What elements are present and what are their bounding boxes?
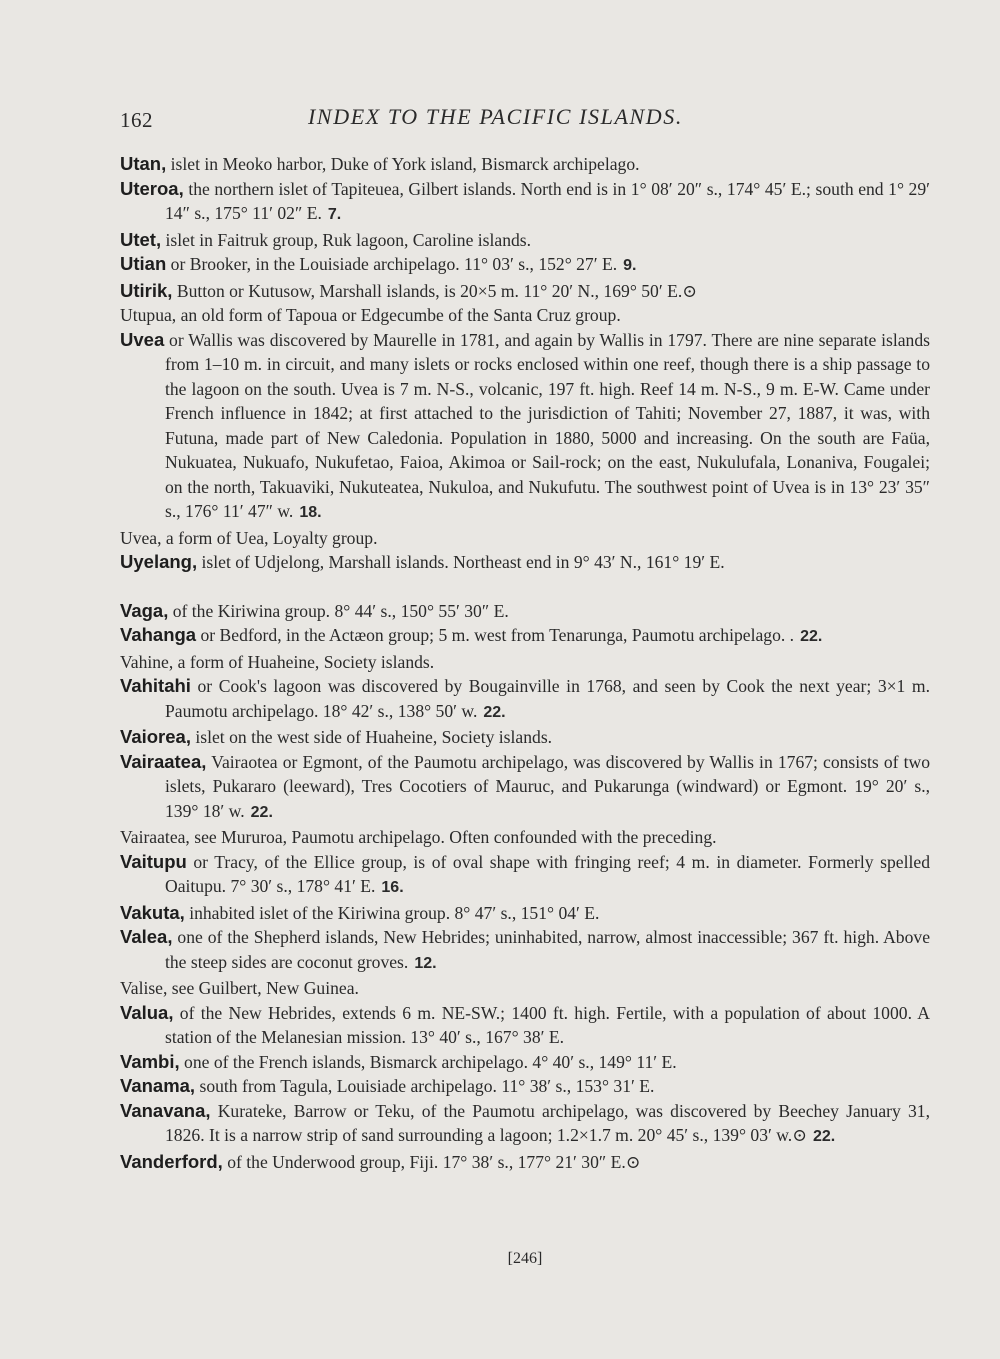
- entry-headword: Vahitahi: [120, 675, 191, 696]
- entry-text: islet on the west side of Huaheine, Society islands.: [190, 727, 553, 747]
- entry-headword: Vambi,: [120, 1050, 180, 1072]
- entry-headword: Utian: [120, 253, 167, 274]
- entry-headword: Valua,: [120, 1001, 174, 1023]
- index-entry: [120, 1099, 930, 1150]
- entry-text: south from Tagula, Louisiade archipelago. 11° 38′ s., 153° 31′ E.: [195, 1076, 655, 1096]
- entry-headword: Utupua,: [120, 305, 177, 325]
- entry-headword: Uyelang,: [120, 551, 198, 572]
- entry-text: or Wallis was discovered by Maurelle in 1781, and again by Wallis in 1797. There are nine separate islands from 1–10 m. in circuit, and many islets or rocks enclosed within one reef, though there is a ship passage to the lagoon on the south. Uvea is 7 m. N-S., volcanic, 197 ft. high. Reef 14 m. N-S., 9 m. E-W. Came under French influence in 1842; at first attached to the jurisdiction of Tahiti; November 27, 1887, it was, with Futuna, made part of New Caledonia. Population in 1880, 5000 and increasing. On the south are Faüa, Nukuatea, Nukuafo, Nukufetao, Faioa, Akimoa or Sail-rock; on the east, Nukulufala, Lonaniva, Fougalei; on the north, Takuaviki, Nukuteatea, Nukuloa, and Nukufutu. The southwest point of Uvea is in 13° 23′ 35″ s., 176° 11′ 47″ w.: [164, 329, 930, 521]
- entry-map-number: 7.: [327, 206, 342, 223]
- index-entry: [120, 925, 930, 976]
- entry-text: Kurateke, Barrow or Teku, of the Paumotu archipelago, was discovered by Beechey January 31, 1826. It is a narrow strip of sand surrounding a lagoon; 1.2×1.7 m. 20° 45′ s., 139° 03′ w.⊙: [165, 1100, 930, 1145]
- index-entry: [120, 623, 930, 650]
- index-entry: [120, 725, 930, 750]
- entry-map-number: 22.: [812, 1128, 836, 1145]
- entry-headword: Vaga,: [120, 599, 169, 621]
- entry-headword: Vaitupu: [120, 850, 187, 872]
- index-entry: [120, 279, 930, 304]
- entry-headword: Uvea: [120, 328, 165, 350]
- index-entry: [120, 976, 930, 1001]
- entry-text: of the New Hebrides, extends 6 m. NE-SW.; 1400 ft. high. Fertile, with a population of about 1000. A station of the Melanesian mission. 13° 40′ s., 167° 38′ E.: [165, 1002, 930, 1047]
- index-entry: [120, 328, 930, 526]
- index-entry: [120, 1150, 930, 1175]
- entry-map-number: 12.: [414, 954, 437, 972]
- index-entry: [120, 674, 930, 725]
- entry-map-number: 22.: [800, 628, 823, 645]
- index-entry: [120, 152, 930, 177]
- entry-map-number: 18.: [299, 504, 322, 521]
- entry-headword: Vairaatea,: [120, 750, 207, 772]
- entry-text: or Tracy, of the Ellice group, is of oval shape with fringing reef; 4 m. in diameter. Formerly spelled Oaitupu. 7° 30′ s., 178° 41′ E.: [165, 851, 930, 896]
- index-entry: [120, 1050, 930, 1075]
- index-entry: [120, 850, 930, 901]
- entry-headword: Vahanga: [120, 624, 197, 645]
- index-entry: [120, 228, 930, 253]
- entry-text: inhabited islet of the Kiriwina group. 8° 47′ s., 151° 04′ E.: [184, 902, 600, 923]
- entry-text: islet in Faitruk group, Ruk lagoon, Caroline islands.: [161, 229, 532, 250]
- footer-page-ref: [246]: [507, 1250, 543, 1267]
- index-entry: [120, 526, 930, 551]
- entry-text: or Cook's lagoon was discovered by Bougainville in 1768, and seen by Cook the next year; 3×1 m. Paumotu archipelago. 18° 42′ s., 138° 50′ w.: [165, 676, 930, 721]
- entry-headword: Vairaatea,: [120, 827, 190, 847]
- entry-text: see Guilbert, New Guinea.: [167, 978, 359, 998]
- entry-headword: Valea,: [120, 926, 173, 947]
- entry-text: or Bedford, in the Actæon group; 5 m. west from Tenarunga, Paumotu archipelago. .: [196, 625, 795, 645]
- entry-headword: Utan,: [120, 153, 167, 174]
- entry-text: a form of Uea, Loyalty group.: [161, 527, 378, 548]
- running-title: INDEX TO THE PACIFIC ISLANDS.: [308, 104, 683, 129]
- index-entry: [120, 252, 930, 279]
- entry-text: the northern islet of Tapiteuea, Gilbert islands. North end is in 1° 08′ 20″ s., 174° 45′ E.; south end 1° 29′ 14″ s., 175° 11′ 02″ E.: [165, 178, 930, 223]
- index-entry: [120, 825, 930, 850]
- entry-text: or Brooker, in the Louisiade archipelago. 11° 03′ s., 152° 27′ E.: [166, 254, 618, 274]
- entry-headword: Vanavana,: [120, 1099, 211, 1121]
- entry-text: of the Kiriwina group. 8° 44′ s., 150° 55′ 30″ E.: [168, 600, 509, 621]
- entry-map-number: 22.: [250, 803, 273, 821]
- entry-map-number: 22.: [483, 703, 506, 721]
- index-entry: [120, 750, 930, 826]
- entry-headword: Vakuta,: [120, 901, 185, 923]
- entry-text: Button or Kutusow, Marshall islands, is 20×5 m. 11° 20′ N., 169° 50′ E.⊙: [172, 280, 697, 301]
- entry-headword: Uteroa,: [120, 177, 184, 199]
- index-entry: [120, 303, 930, 328]
- page-number: 162: [120, 108, 153, 132]
- index-entry: [120, 550, 930, 575]
- index-entries: [120, 152, 930, 1174]
- entry-text: see Mururoa, Paumotu archipelago. Often confounded with the preceding.: [189, 827, 717, 847]
- index-entry: [120, 177, 930, 228]
- entry-map-number: 9.: [623, 257, 637, 274]
- entry-headword: Valise,: [120, 978, 168, 998]
- entry-map-number: 16.: [381, 879, 404, 896]
- entry-text: of the Underwood group, Fiji. 17° 38′ s., 177° 21′ 30″ E.⊙: [222, 1151, 641, 1172]
- index-entry: [120, 1001, 930, 1050]
- entry-text: an old form of Tapoua or Edgecumbe of the Santa Cruz group.: [176, 305, 621, 325]
- entry-headword: Vaiorea,: [120, 726, 191, 747]
- index-entry: [120, 650, 930, 675]
- page-footer: [0, 1250, 1000, 1268]
- entry-text: islet in Meoko harbor, Duke of York island, Bismarck archipelago.: [166, 154, 640, 174]
- entry-headword: Uvea,: [120, 527, 162, 548]
- entry-text: islet of Udjelong, Marshall islands. Northeast end in 9° 43′ N., 161° 19′ E.: [197, 552, 725, 572]
- index-entry: [120, 1074, 930, 1099]
- entry-headword: Vanama,: [120, 1075, 196, 1096]
- index-entry: [120, 599, 930, 624]
- entry-headword: Vanderford,: [120, 1150, 223, 1172]
- page-header: [120, 104, 930, 152]
- entry-headword: Utet,: [120, 228, 162, 250]
- entry-text: one of the Shepherd islands, New Hebrides; uninhabited, narrow, almost inaccessible; 367 ft. high. Above the steep sides are coconut groves.: [165, 927, 930, 972]
- entry-headword: Vahine,: [120, 651, 174, 672]
- index-entry: [120, 901, 930, 926]
- entry-text: a form of Huaheine, Society islands.: [173, 651, 435, 672]
- entry-headword: Utirik,: [120, 279, 173, 301]
- entry-text: Vairaotea or Egmont, of the Paumotu archipelago, was discovered by Wallis in 1767; consists of two islets, Pukararo (leeward), Tres Cocotiers of Mauruc, and Pukarunga (windward) or Egmont. 19° 20′ s., 139° 18′ w.: [165, 751, 930, 821]
- entry-text: one of the French islands, Bismarck archipelago. 4° 40′ s., 149° 11′ E.: [179, 1051, 677, 1072]
